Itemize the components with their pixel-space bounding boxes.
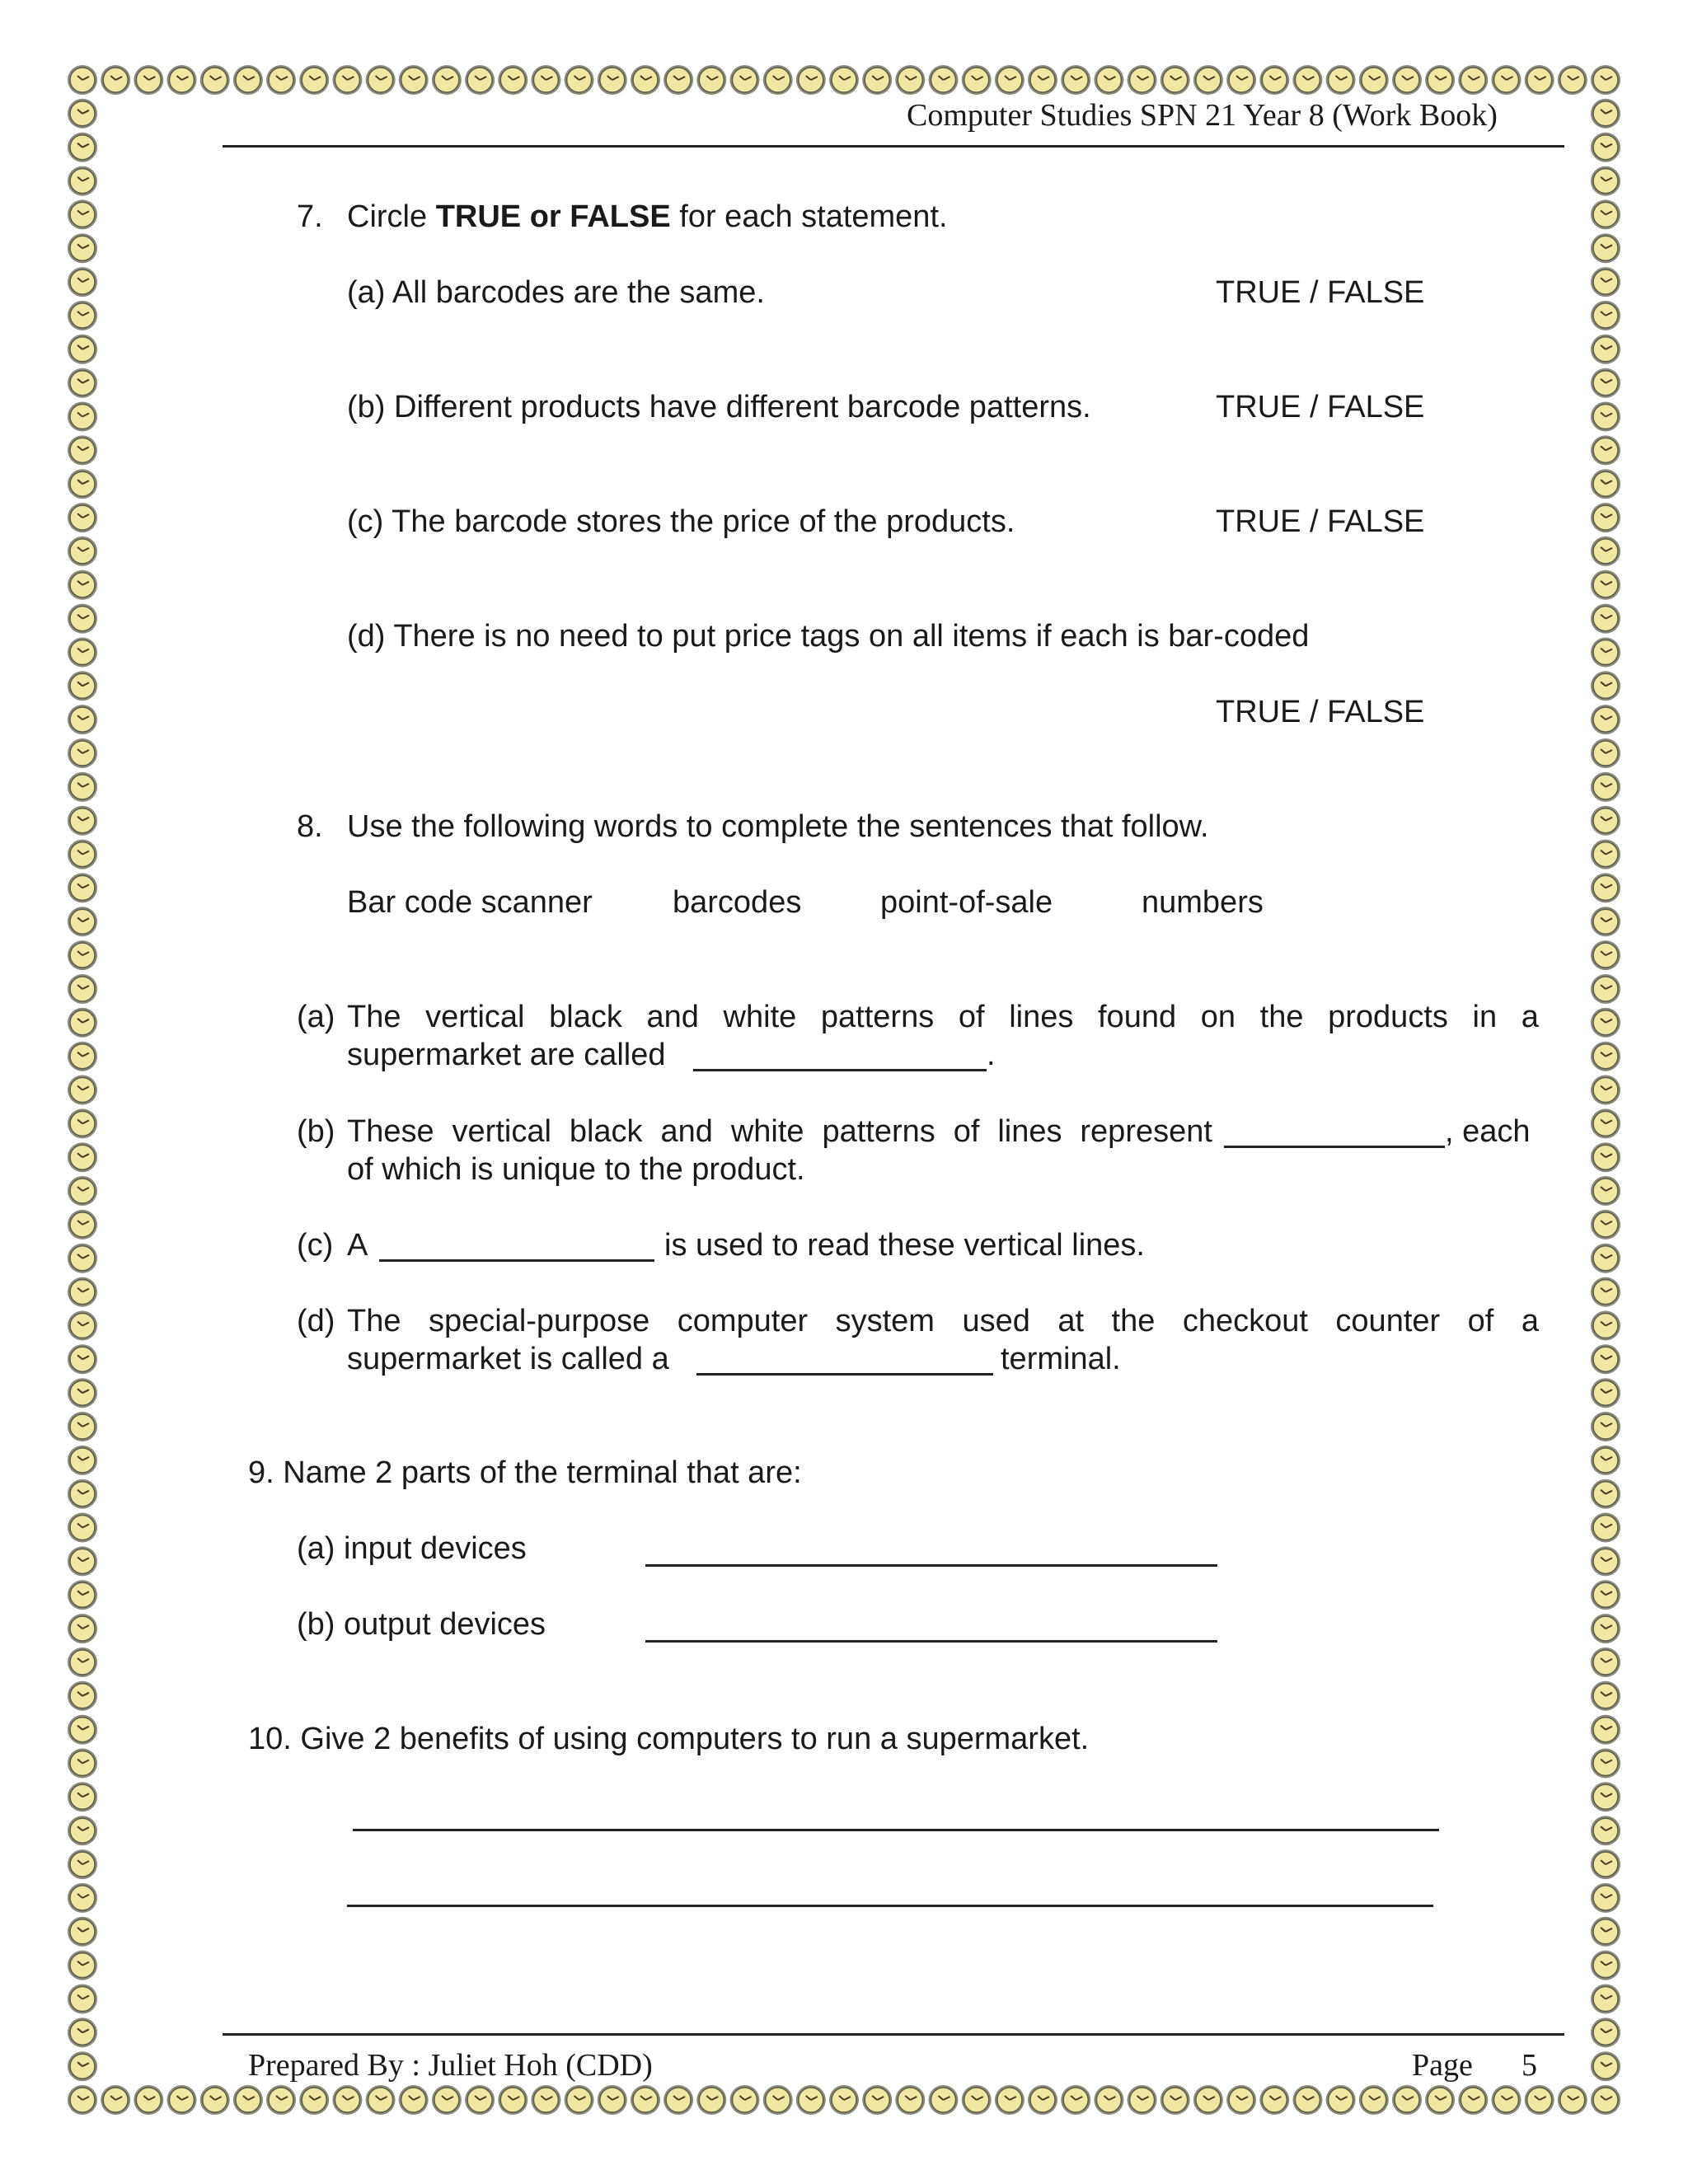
clock-icon: [1061, 65, 1090, 95]
clock-icon: [1591, 1108, 1620, 1138]
clock-icon: [167, 65, 197, 95]
q8a-period: .: [987, 1038, 996, 1072]
clock-icon: [68, 671, 97, 701]
q8a-line1: [347, 998, 1539, 1036]
clock-icon: [1591, 402, 1620, 432]
clock-icon: [1160, 2085, 1190, 2115]
clock-icon: [1226, 2085, 1256, 2115]
clock-icon: [1591, 1142, 1620, 1172]
clock-icon: [962, 65, 992, 95]
clock-icon: [1591, 1210, 1620, 1240]
word: of: [958, 1000, 985, 1034]
q7-prompt-suffix: for each statement.: [670, 199, 948, 234]
word: on: [1200, 1000, 1236, 1034]
clock-icon: [299, 65, 329, 95]
clock-icon: [1359, 65, 1389, 95]
clock-icon: [1591, 974, 1620, 1004]
q9-item-a: (a) input devices: [297, 1531, 527, 1566]
clock-icon: [68, 806, 97, 836]
clock-icon: [1425, 2085, 1455, 2115]
clock-icon: [1591, 1883, 1620, 1913]
header-title: Computer Studies SPN 21 Year 8 (Work Book): [907, 98, 1498, 133]
word: a: [1521, 1304, 1539, 1338]
clock-icon: [1591, 1311, 1620, 1341]
clock-icon: [1591, 1546, 1620, 1576]
clock-icon: [1591, 638, 1620, 668]
clock-icon: [68, 99, 97, 129]
word: the: [1259, 1000, 1304, 1034]
clock-icon: [1558, 2085, 1587, 2115]
clock-icon: [332, 65, 362, 95]
clock-icon: [1326, 65, 1356, 95]
clock-icon: [68, 335, 97, 364]
clock-icon: [68, 1647, 97, 1677]
q10-answer-line-2[interactable]: [347, 1905, 1433, 1907]
clock-icon: [1591, 199, 1620, 229]
clock-icon: [1591, 1647, 1620, 1677]
clock-icon: [68, 1378, 97, 1408]
clock-icon: [366, 2085, 396, 2115]
q7-item-a: (a) All barcodes are the same.: [347, 275, 765, 310]
word: patterns: [820, 1000, 935, 1034]
clock-icon: [1226, 65, 1256, 95]
clock-icon: [1591, 570, 1620, 600]
clock-icon: [1591, 1378, 1620, 1408]
clock-icon: [465, 65, 495, 95]
clock-icon: [68, 1042, 97, 1071]
clock-icon: [829, 2085, 859, 2115]
clock-icon: [1094, 65, 1123, 95]
clock-icon: [68, 267, 97, 297]
clock-icon: [598, 65, 627, 95]
clock-icon: [1292, 2085, 1322, 2115]
clock-icon: [862, 65, 892, 95]
q7-item-d: (d) There is no need to put price tags on all items if each is bar-coded: [347, 619, 1310, 654]
clock-icon: [1425, 65, 1455, 95]
clock-icon: [68, 1008, 97, 1038]
clock-icon: [663, 65, 693, 95]
q8b-line1-end: , each: [1445, 1114, 1531, 1149]
clock-icon: [68, 873, 97, 902]
clock-icon: [432, 65, 462, 95]
clock-icon: [233, 2085, 263, 2115]
clock-icon: [134, 2085, 163, 2115]
clock-icon: [1458, 65, 1488, 95]
clock-icon: [1591, 1849, 1620, 1879]
clock-icon: [1591, 1749, 1620, 1779]
clock-icon: [1591, 133, 1620, 162]
clock-icon: [68, 738, 97, 768]
clock-icon: [1392, 2085, 1422, 2115]
clock-icon: [1591, 1715, 1620, 1745]
clock-icon: [68, 1681, 97, 1711]
clock-icon: [995, 2085, 1025, 2115]
clock-icon: [1591, 1412, 1620, 1441]
clock-icon: [1193, 65, 1223, 95]
clock-icon: [68, 301, 97, 330]
word: white: [730, 1114, 804, 1149]
clock-icon: [68, 1479, 97, 1509]
clock-icon: [631, 65, 660, 95]
q8d-line2-end: terminal.: [1001, 1342, 1121, 1376]
clock-icon: [1028, 65, 1057, 95]
clock-icon: [895, 65, 925, 95]
clock-icon: [68, 537, 97, 566]
clock-icon: [68, 1311, 97, 1341]
clock-icon: [1591, 2051, 1620, 2081]
clock-icon: [68, 1344, 97, 1374]
clock-icon: [233, 65, 263, 95]
word: a: [1521, 1000, 1539, 1034]
clock-icon: [730, 2085, 760, 2115]
q8-word-4: numbers: [1142, 885, 1264, 920]
word: system: [835, 1304, 935, 1338]
q8c-pre: A: [347, 1228, 368, 1263]
clock-icon: [1591, 1580, 1620, 1610]
clock-icon: [829, 65, 859, 95]
clock-icon: [68, 2051, 97, 2081]
clock-icon: [1591, 840, 1620, 869]
clock-icon: [399, 2085, 429, 2115]
clock-icon: [1591, 907, 1620, 936]
clock-icon: [962, 2085, 992, 2115]
clock-icon: [1591, 1917, 1620, 1947]
q8b-label: (b): [297, 1114, 335, 1149]
clock-icon: [696, 65, 726, 95]
clock-icon: [1128, 2085, 1157, 2115]
q9-prompt: 9. Name 2 parts of the terminal that are:: [248, 1455, 802, 1490]
clock-icon: [565, 65, 594, 95]
clock-icon: [68, 1244, 97, 1273]
q8-word-1: Bar code scanner: [347, 885, 593, 920]
q10-prompt: 10. Give 2 benefits of using computers to run a supermarket.: [248, 1722, 1090, 1756]
clock-icon: [1591, 1614, 1620, 1643]
q7-item-c: (c) The barcode stores the price of the products.: [347, 504, 1015, 539]
clock-icon: [68, 1883, 97, 1913]
clock-icon: [68, 435, 97, 465]
clock-icon: [1292, 65, 1322, 95]
clock-icon: [1591, 65, 1620, 95]
clock-icon: [1591, 99, 1620, 129]
clock-icon: [68, 1108, 97, 1138]
q8a-line2-text: supermarket are called: [347, 1038, 666, 1072]
q8-number: 8.: [297, 809, 323, 844]
clock-icon: [1591, 301, 1620, 330]
clock-icon: [266, 2085, 296, 2115]
word: special-purpose: [428, 1304, 650, 1338]
clock-icon: [1591, 604, 1620, 634]
word: at: [1057, 1304, 1085, 1338]
clock-icon: [1591, 1042, 1620, 1071]
q7-prompt-bold: TRUE or FALSE: [435, 199, 671, 234]
clock-icon: [1094, 2085, 1123, 2115]
word: of: [953, 1114, 980, 1149]
q8a-label: (a): [297, 1000, 335, 1034]
clock-icon: [68, 705, 97, 734]
clock-icon: [68, 469, 97, 499]
clock-icon: [432, 2085, 462, 2115]
clock-icon: [68, 233, 97, 263]
word: computer: [677, 1304, 809, 1338]
word: black: [549, 1000, 622, 1034]
clock-icon: [796, 2085, 826, 2115]
clock-icon: [1591, 705, 1620, 734]
q9-item-b: (b) output devices: [297, 1607, 546, 1642]
clock-icon: [1591, 1985, 1620, 2014]
clock-icon: [1591, 1513, 1620, 1543]
q7-answer-a[interactable]: TRUE / FALSE: [1216, 275, 1425, 310]
clock-icon: [68, 1782, 97, 1811]
clock-icon: [68, 907, 97, 936]
clock-icon: [1061, 2085, 1090, 2115]
clock-icon: [565, 2085, 594, 2115]
clock-icon: [1525, 65, 1554, 95]
q8-prompt: Use the following words to complete the sentences that follow.: [347, 809, 1209, 844]
clock-icon: [696, 2085, 726, 2115]
clock-icon: [763, 2085, 793, 2115]
clock-icon: [1591, 166, 1620, 196]
q8c-label: (c): [297, 1228, 334, 1263]
clock-icon: [1160, 65, 1190, 95]
clock-icon: [531, 65, 560, 95]
clock-icon: [68, 840, 97, 869]
clock-icon: [1028, 2085, 1057, 2115]
clock-icon: [1525, 2085, 1554, 2115]
word: These: [347, 1114, 434, 1149]
footer-prepared-by: Prepared By : Juliet Hoh (CDD): [248, 2048, 653, 2083]
clock-icon: [68, 1580, 97, 1610]
clock-icon: [68, 1277, 97, 1307]
q7-answer-c[interactable]: TRUE / FALSE: [1216, 504, 1425, 539]
clock-icon: [68, 638, 97, 668]
q7-answer-d[interactable]: TRUE / FALSE: [1216, 695, 1425, 729]
clock-icon: [1591, 1008, 1620, 1038]
clock-icon: [68, 1513, 97, 1543]
clock-icon: [68, 570, 97, 600]
clock-icon: [1591, 873, 1620, 902]
clock-icon: [68, 503, 97, 532]
clock-icon: [1458, 2085, 1488, 2115]
clock-icon: [1326, 2085, 1356, 2115]
q8b-answer-blank[interactable]: [1224, 1146, 1445, 1148]
clock-icon: [68, 1816, 97, 1845]
q7-prompt-prefix: Circle: [347, 199, 436, 234]
clock-icon: [68, 1210, 97, 1240]
clock-icon: [1591, 537, 1620, 566]
word: in: [1472, 1000, 1498, 1034]
clock-icon: [1591, 2085, 1620, 2115]
clock-icon: [498, 65, 528, 95]
header-rule: [223, 145, 1564, 148]
clock-icon: [796, 65, 826, 95]
clock-icon: [895, 2085, 925, 2115]
clock-icon: [730, 65, 760, 95]
clock-icon: [1259, 2085, 1289, 2115]
clock-icon: [266, 65, 296, 95]
clock-icon: [1591, 503, 1620, 532]
q8-word-2: barcodes: [673, 885, 802, 920]
word: lines: [997, 1114, 1062, 1149]
footer-rule: [223, 2033, 1564, 2036]
clock-icon: [68, 1446, 97, 1475]
clock-icon: [68, 1142, 97, 1172]
q8a-answer-blank[interactable]: [693, 1069, 987, 1071]
word: and: [660, 1114, 713, 1149]
clock-icon: [465, 2085, 495, 2115]
clock-icon: [68, 368, 97, 398]
q8b-line2: of which is unique to the product.: [347, 1152, 805, 1187]
q8-word-3: point-of-sale: [880, 885, 1053, 920]
clock-icon: [68, 199, 97, 229]
clock-icon: [68, 65, 97, 95]
q7-item-b: (b) Different products have different barcode patterns.: [347, 390, 1091, 424]
clock-icon: [68, 1749, 97, 1779]
clock-icon: [134, 65, 163, 95]
clock-icon: [68, 1412, 97, 1441]
clock-icon: [1591, 1277, 1620, 1307]
clock-icon: [68, 1176, 97, 1206]
word: counter: [1335, 1304, 1441, 1338]
clock-icon: [68, 2018, 97, 2047]
q7-prompt: [347, 198, 948, 236]
clock-icon: [1591, 335, 1620, 364]
word: products: [1328, 1000, 1448, 1034]
clock-icon: [1591, 1244, 1620, 1273]
clock-icon: [299, 2085, 329, 2115]
q8d-line1: [347, 1302, 1539, 1340]
clock-icon: [763, 65, 793, 95]
clock-icon: [929, 65, 959, 95]
clock-icon: [1591, 1176, 1620, 1206]
q8d-line2-text: supermarket is called a: [347, 1342, 669, 1376]
clock-icon: [1591, 772, 1620, 802]
clock-icon: [68, 604, 97, 634]
q8b-line1: [347, 1113, 1212, 1151]
clock-icon: [1193, 2085, 1223, 2115]
clock-icon: [663, 2085, 693, 2115]
clock-icon: [1591, 1951, 1620, 1980]
clock-icon: [1591, 1816, 1620, 1845]
clock-icon: [1591, 1681, 1620, 1711]
q8c-answer-blank[interactable]: [379, 1259, 654, 1262]
clock-icon: [101, 2085, 130, 2115]
clock-icon: [1591, 435, 1620, 465]
word: vertical: [452, 1114, 551, 1149]
word: black: [569, 1114, 643, 1149]
clock-icon: [1591, 1076, 1620, 1105]
q8d-label: (d): [297, 1304, 335, 1338]
clock-icon: [631, 2085, 660, 2115]
clock-icon: [68, 1917, 97, 1947]
word: vertical: [425, 1000, 525, 1034]
word: the: [1111, 1304, 1156, 1338]
word: of: [1467, 1304, 1494, 1338]
clock-icon: [1591, 1446, 1620, 1475]
clock-icon: [498, 2085, 528, 2115]
word: white: [723, 1000, 797, 1034]
clock-icon: [68, 974, 97, 1004]
clock-icon: [1558, 65, 1587, 95]
clock-icon: [200, 2085, 230, 2115]
clock-icon: [1591, 368, 1620, 398]
clock-icon: [68, 402, 97, 432]
clock-icon: [366, 65, 396, 95]
clock-icon: [68, 133, 97, 162]
footer-page-label: Page: [1412, 2048, 1473, 2083]
clock-icon: [1591, 738, 1620, 768]
clock-icon: [1492, 65, 1522, 95]
clock-icon: [1591, 2018, 1620, 2047]
clock-icon: [68, 1614, 97, 1643]
clock-icon: [68, 1546, 97, 1576]
clock-icon: [598, 2085, 627, 2115]
clock-icon: [332, 2085, 362, 2115]
footer-page-number: 5: [1522, 2048, 1537, 2083]
clock-icon: [68, 1076, 97, 1105]
clock-icon: [1591, 671, 1620, 701]
clock-icon: [995, 65, 1025, 95]
word: checkout: [1182, 1304, 1308, 1338]
clock-icon: [1591, 469, 1620, 499]
clock-icon: [1591, 233, 1620, 263]
clock-icon: [1392, 65, 1422, 95]
clock-icon: [929, 2085, 959, 2115]
clock-icon: [1591, 1782, 1620, 1811]
clock-icon: [68, 1951, 97, 1980]
clock-icon: [200, 65, 230, 95]
clock-icon: [68, 1985, 97, 2014]
clock-icon: [68, 772, 97, 802]
word: used: [962, 1304, 1030, 1338]
clock-icon: [68, 2085, 97, 2115]
q9b-answer-line[interactable]: [645, 1640, 1217, 1643]
clock-icon: [399, 65, 429, 95]
clock-icon: [68, 1715, 97, 1745]
q7-answer-b[interactable]: TRUE / FALSE: [1216, 390, 1425, 424]
clock-icon: [862, 2085, 892, 2115]
clock-icon: [68, 940, 97, 970]
q10-answer-line-1[interactable]: [353, 1829, 1439, 1831]
clock-icon: [1128, 65, 1157, 95]
word: represent: [1080, 1114, 1212, 1149]
q9a-answer-line[interactable]: [645, 1564, 1217, 1567]
clock-icon: [68, 166, 97, 196]
clock-icon: [1259, 65, 1289, 95]
word: and: [646, 1000, 699, 1034]
clock-icon: [1591, 267, 1620, 297]
word: lines: [1009, 1000, 1074, 1034]
word: The: [347, 1304, 401, 1338]
clock-icon: [1359, 2085, 1389, 2115]
q8c-post: is used to read these vertical lines.: [664, 1228, 1145, 1263]
clock-icon: [531, 2085, 560, 2115]
clock-icon: [68, 1849, 97, 1879]
clock-icon: [101, 65, 130, 95]
q7-number: 7.: [297, 199, 323, 234]
clock-icon: [1591, 806, 1620, 836]
word: found: [1098, 1000, 1177, 1034]
word: The: [347, 1000, 401, 1034]
clock-icon: [1591, 940, 1620, 970]
clock-icon: [1492, 2085, 1522, 2115]
clock-icon: [167, 2085, 197, 2115]
clock-icon: [1591, 1479, 1620, 1509]
q8d-answer-blank[interactable]: [696, 1373, 993, 1376]
clock-icon: [1591, 1344, 1620, 1374]
word: patterns: [822, 1114, 935, 1149]
